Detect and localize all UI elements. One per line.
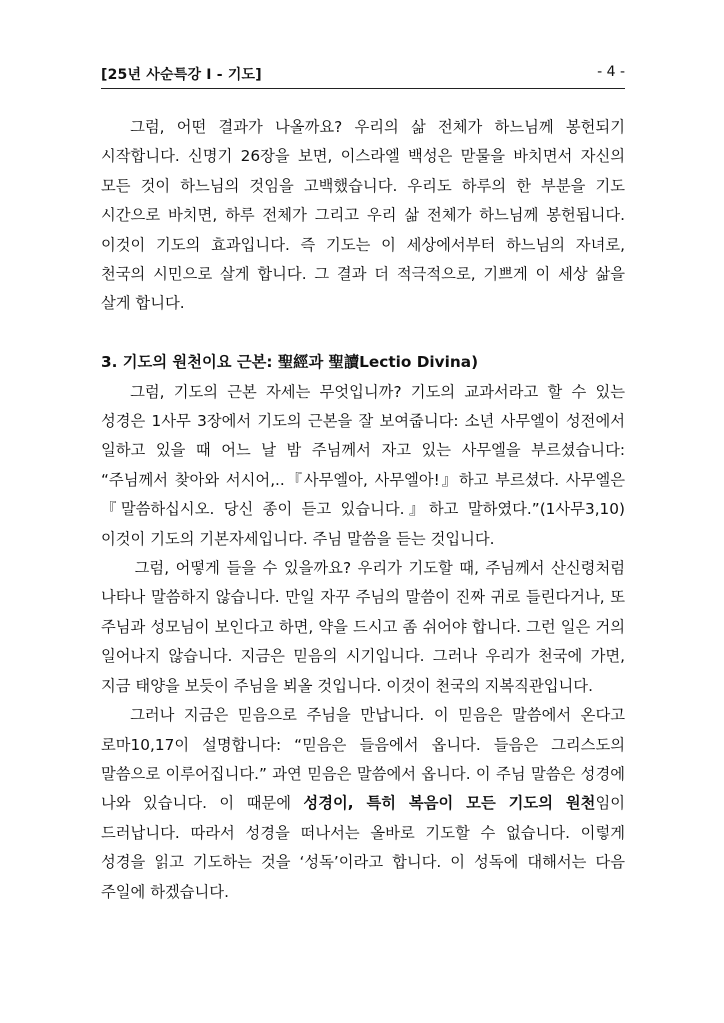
header-divider <box>101 88 625 89</box>
document-body <box>101 113 625 907</box>
paragraph-prayer-posture: 그럼, 기도의 근본 자세는 무엇입니까? 기도의 교과서라고 할 수 있는 성경은 1사무 3장에서 기도의 근본을 잘 보여줍니다: 소년 사무엘이 성전에서 일하고 있을 때 어느 날 밤 주님께서 자고 있는 사무엘을 부르셨습니다: “주님께서 찾아와 서시어,..『사무엘아, 사무엘아!』하고 부르셨다. 사무엘은『말씀하십시오. 당신 종이 듣고 있습니다.』하고 말하였다.”(1사무3,10) 이것이 기도의 기본자세입니다. 주님 말씀을 듣는 것입니다. <box>101 382 625 548</box>
header-title: [25년 사순특강 Ⅰ - 기도] <box>101 67 262 83</box>
paragraph-text: 그러나 지금은 믿음으로 주님을 만납니다. 이 믿음은 말씀에서 온다고 로마10,17이 설명합니다: “믿음은 들음에서 옵니다. 들음은 그리스도의 말씀으로 이루어집니다.” 과연 믿음은 말씀에서 옵니다. 이 주님 말씀은 성경에 나와 있습니다. 이 때문에 <box>101 706 625 813</box>
page-header <box>101 62 625 88</box>
page-number: - 4 - <box>597 64 625 80</box>
paragraph-text: 임이 드러납니다. 따라서 성경을 떠나서는 올바로 기도할 수 없습니다. 이렇게 성경을 읽고 기도하는 것을 ‘성독’이라고 합니다. 이 성독에 대해서는 다음 주일에 하겠습니다. <box>101 794 625 901</box>
paragraph-how-to-hear: 그럼, 어떻게 들을 수 있을까요? 우리가 기도할 때, 주님께서 산신령처럼 나타나 말씀하지 않습니다. 만일 자꾸 주님의 말씀이 진짜 귀로 들린다거나, 또 주님과 성모님이 보인다고 하면, 약을 드시고 좀 쉬어야 합니다. 그런 일은 거의 일어나지 않습니다. 지금은 믿음의 시기입니다. 그러나 우리가 천국에 가면, 지금 태양을 보듯이 주님을 뵈올 것입니다. 이것이 천국의 지복직관입니다. <box>101 559 625 695</box>
emphasis-text: 성경이, 특히 복음이 모든 기도의 원천 <box>303 794 596 813</box>
paragraph-faith-from-word <box>101 701 625 907</box>
section-heading: 3. 기도의 원천이요 근본: 聖經과 聖讀Lectio Divina) <box>101 353 479 372</box>
paragraph-offering-result: 그럼, 어떤 결과가 나올까요? 우리의 삶 전체가 하느님께 봉헌되기 시작합니다. 신명기 26장을 보면, 이스라엘 백성은 맏물을 바치면서 자신의 모든 것이 하느님의 것임을 고백했습니다. 우리도 하루의 한 부분을 기도 시간으로 바치면, 하루 전체가 그리고 우리 삶 전체가 하느님께 봉헌됩니다. 이것이 기도의 효과입니다. 즉 기도는 이 세상에서부터 하느님의 자녀로, 천국의 시민으로 살게 합니다. 그 결과 더 적극적으로, 기쁘게 이 세상 삶을 살게 합니다. <box>101 118 625 313</box>
